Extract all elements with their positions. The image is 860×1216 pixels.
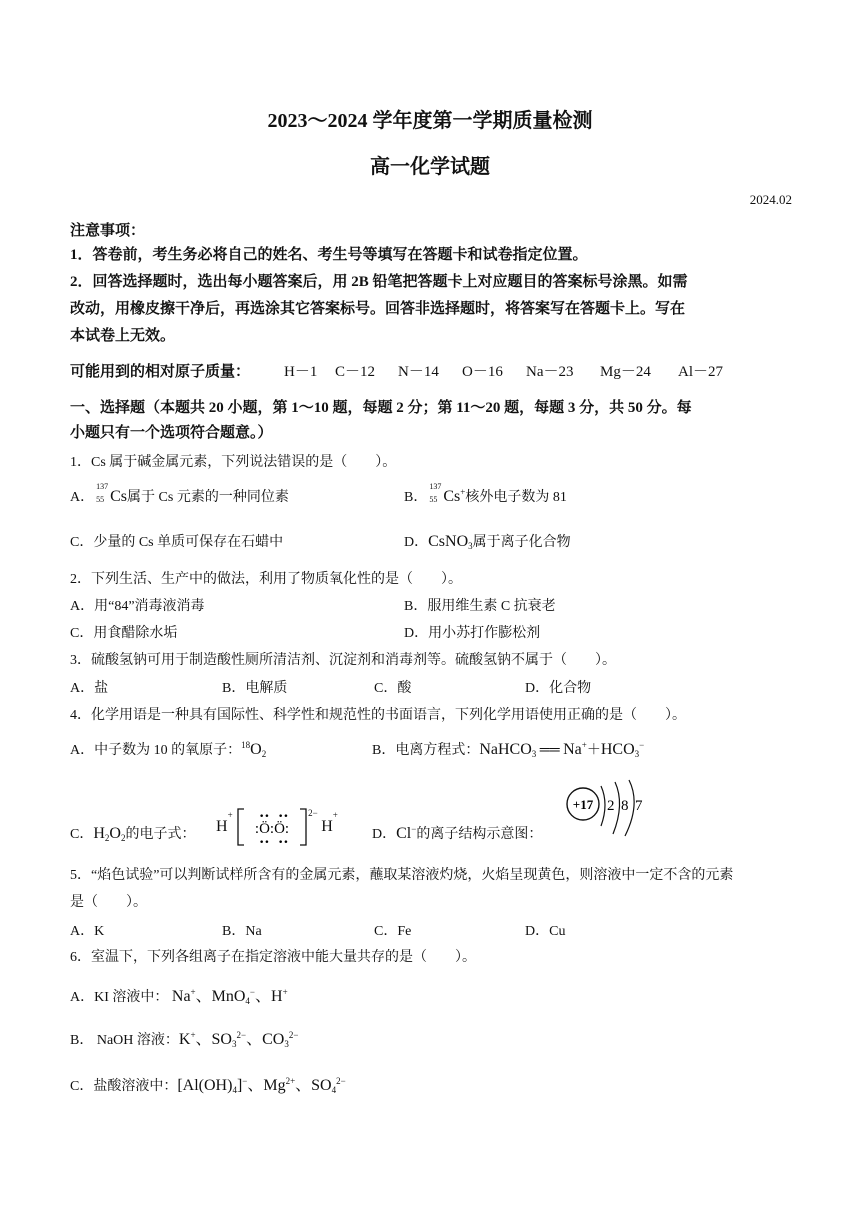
notice-item-1: 1．答卷前，考生务必将自己的姓名、考生号等填写在答题卡和试卷指定位置。 [70, 247, 588, 263]
q1-a-symbol: Cs [110, 488, 128, 505]
q6-option-c [70, 1072, 346, 1095]
q6-c-label: C．盐酸溶液中： [70, 1079, 178, 1094]
q1-d-sub: 3 [468, 541, 473, 551]
q3-option-a: A．盐 [70, 681, 109, 696]
exam-subtitle: 高一化学试题 [370, 156, 490, 178]
q4-option-b [372, 739, 644, 759]
q4-b-right1: Na [563, 741, 582, 758]
q4-d-label: 的离子结构示意图： [416, 827, 543, 842]
q6-option-b [70, 1026, 298, 1049]
exam-date: 2024.02 [749, 192, 792, 207]
atomic-mass-na: Na－23 [526, 364, 574, 380]
q6-a-label: A．KI 溶液中： [70, 990, 169, 1005]
q6-a-ions: Na+、MnO$_4$−、H+ [171, 987, 288, 1006]
q4-c-o: O [109, 825, 121, 842]
q4-c-o-sub: 2 [120, 833, 126, 843]
q4-b-right2: HCO [600, 741, 635, 758]
q4-a-symbol: O [250, 741, 262, 758]
nucleus-charge: +17 [572, 797, 594, 812]
q1-b-mass: 137 [429, 482, 442, 491]
section-heading-line-2: 小题只有一个选项符合题意。） [70, 425, 273, 441]
q4-option-a [70, 739, 266, 759]
q4-d-prefix: D． [372, 827, 397, 842]
shell-2: 8 [621, 798, 629, 814]
q3-option-b: B．电解质 [222, 681, 288, 696]
q4-option-d [372, 823, 542, 843]
q1-a-text: 属于 Cs 元素的一种同位素 [127, 490, 289, 505]
q4-c-h-sub: 2 [104, 833, 110, 843]
atomic-mass-label: 可能用到的相对原子质量： [70, 364, 251, 380]
q6-b-prefix: B． [70, 1033, 94, 1048]
notice-item-2-line-2: 改动，用橡皮擦干净后，再选涂其它答案标号。回答非选择题时，将答案写在答题卡上。写在 [70, 301, 686, 317]
exam-title: 2023～2024 学年度第一学期质量检测 [267, 110, 593, 132]
q1-option-c: C．少量的 Cs 单质可保存在石蜡中 [70, 535, 284, 550]
q3-option-c: C．酸 [374, 681, 412, 696]
atomic-mass-h: H－1 [284, 364, 318, 380]
q1-d-text: 属于离子化合物 [472, 535, 571, 550]
q5-stem-line-1: 5．“焰色试验”可以判断试样所含有的金属元素，蘸取某溶液灼烧，火焰呈现黄色，则溶液中一定不含的元素 [70, 868, 734, 883]
q1-a-prefix: A． [70, 490, 95, 505]
q1-a-isotope [94, 482, 110, 505]
svg-text:••: •• [259, 812, 270, 822]
q1-b-z: 55 [429, 495, 438, 504]
q4-d-symbol: Cl [396, 825, 412, 842]
atomic-mass-al: Al－27 [678, 364, 724, 380]
q1-stem: 1．Cs 属于碱金属元素，下列说法错误的是（ ）。 [70, 455, 397, 470]
q1-d-formula: CsNO [428, 533, 469, 550]
q1-b-isotope [427, 482, 443, 505]
q5-stem-line-2: 是（ ）。 [70, 895, 147, 910]
q2-option-a: A．用“84”消毒液消毒 [70, 599, 205, 614]
q6-b-ions: K+、$SO_3^{2-}$、$CO_3^{2-}$ [178, 1030, 299, 1049]
svg-text:••: •• [278, 812, 289, 822]
q4-a-mass: 18 [241, 740, 251, 750]
notice-item-2-line-3: 本试卷上无效。 [70, 328, 176, 344]
q2-option-d: D．用小苏打作膨松剂 [404, 626, 541, 641]
q4-b-right2-sub: 3 [634, 749, 640, 759]
q2-stem: 2．下列生活、生产中的做法，利用了物质氧化性的是（ ）。 [70, 572, 462, 587]
q4-b-arrow: ══ [539, 743, 560, 758]
svg-text:••: •• [278, 838, 289, 847]
q1-b-text: 核外电子数为 81 [465, 490, 567, 505]
q1-option-b [404, 482, 567, 506]
q4-option-c [70, 823, 195, 843]
shell-1: 2 [607, 798, 615, 814]
q5-option-b: B．Na [222, 924, 262, 939]
svg-text:••: •• [259, 838, 270, 847]
q4-a-sub: 2 [261, 749, 267, 759]
q4-c-prefix: C． [70, 827, 94, 842]
q3-stem: 3．硫酸氢钠可用于制造酸性厕所清洁剂、沉淀剂和消毒剂等。硫酸氢钠不属于（ ）。 [70, 653, 616, 668]
notice-item-2-line-1: 2．回答选择题时，选出每小题答案后，用 2B 铅笔把答题卡上对应题目的答案标号涂黑。如需 [70, 274, 688, 290]
notice-heading: 注意事项： [70, 223, 146, 239]
q4-d-sup: − [411, 824, 417, 834]
q5-option-d: D．Cu [525, 924, 566, 939]
q5-option-a: A．K [70, 924, 105, 939]
atomic-mass-n: N－14 [398, 364, 439, 380]
q6-c-ions: $[Al(OH)_4]^-$、$Mg^{2+}$、$SO_4^{2-}$ [177, 1076, 346, 1095]
atomic-mass-o: O－16 [462, 364, 503, 380]
q4-b-right2-sup: − [639, 740, 645, 750]
q4-c-h1-sup: + [227, 810, 233, 821]
q6-b-label: NaOH 溶液： [96, 1033, 179, 1048]
q6-stem: 6．室温下，下列各组离子在指定溶液中能大量共存的是（ ）。 [70, 950, 476, 965]
q4-c-h1: H [216, 818, 228, 835]
q3-option-d: D．化合物 [525, 681, 592, 696]
q4-c-label: 的电子式： [125, 827, 196, 842]
atomic-mass-mg: Mg－24 [600, 364, 651, 380]
q1-b-charge: + [460, 487, 466, 497]
q2-option-c: C．用食醋除水垢 [70, 626, 178, 641]
q4-b-plus: ＋ [586, 743, 601, 758]
q1-option-d [404, 531, 571, 551]
q4-c-h2: H [321, 818, 333, 835]
q1-b-symbol: Cs [443, 488, 461, 505]
q4-c-h2-sup: + [332, 810, 338, 821]
atomic-mass-c: C－12 [335, 364, 376, 380]
peroxide-bracket-icon [236, 807, 308, 847]
shell-3: 7 [635, 798, 643, 814]
q4-b-left-sub: 3 [531, 749, 537, 759]
q1-b-prefix: B． [404, 490, 428, 505]
peroxide-core: :Ö:Ö: [255, 821, 290, 837]
q1-option-a [70, 482, 289, 506]
chlorine-ion-diagram [555, 776, 655, 838]
q4-c-h: H [93, 825, 105, 842]
q4-b-right1-sup: + [581, 740, 587, 750]
q1-a-z: 55 [96, 495, 105, 504]
q4-c-electron-formula [216, 807, 338, 847]
q1-a-mass: 137 [96, 482, 109, 491]
q4-stem: 4．化学用语是一种具有国际性、科学性和规范性的书面语言，下列化学用语使用正确的是（ ）。 [70, 708, 686, 723]
q4-c-charge: 2− [308, 808, 318, 819]
q2-option-b: B．服用维生素 C 抗衰老 [404, 599, 556, 614]
q4-b-left: NaHCO [479, 741, 532, 758]
q6-option-a [70, 983, 288, 1006]
q1-d-prefix: D． [404, 535, 429, 550]
section-heading-line-1: 一、选择题（本题共 20 小题，第 1～10 题，每题 2 分；第 11～20 题，每题 3 分，共 50 分。每 [70, 400, 692, 416]
q4-a-text: A．中子数为 10 的氧原子： [70, 743, 242, 758]
q4-b-text: B．电离方程式： [372, 743, 480, 758]
q5-option-c: C．Fe [374, 924, 412, 939]
